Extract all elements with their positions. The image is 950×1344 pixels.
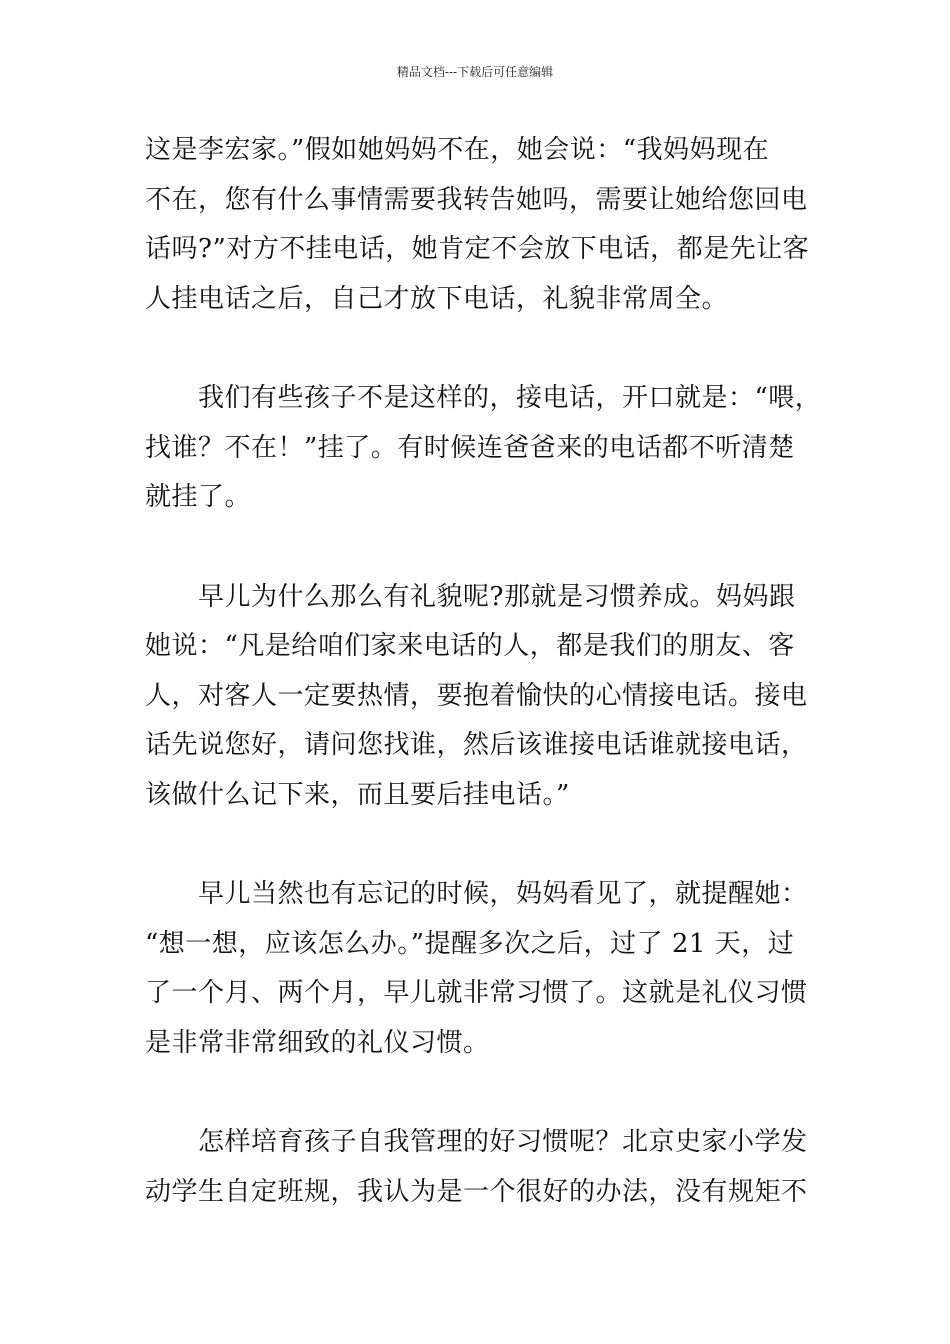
text-line: 怎样培育孩子自我管理的好习惯呢？北京史家小学发 xyxy=(145,1127,808,1157)
text-line: 人挂电话之后，自己才放下电话，礼貌非常周全。 xyxy=(145,283,729,314)
paragraph-3 xyxy=(145,573,810,821)
text-line: 话先说您好，请问您找谁，然后该谁接电话谁就接电话， xyxy=(145,730,808,760)
text-line: 就挂了。 xyxy=(145,482,252,512)
text-line: 这是李宏家。”假如她妈妈不在，她会说：“我妈妈现在 xyxy=(145,135,770,165)
text-line: 她说：“凡是给咱们家来电话的人，都是我们的朋友、客 xyxy=(145,631,795,661)
text-line: 了一个月、两个月，早儿就非常习惯了。这就是礼仪习惯 xyxy=(145,978,808,1008)
text-line: “想一想，应该怎么办。”提醒多次之后，过了 21 天，过 xyxy=(145,928,795,959)
text-line: 我们有些孩子不是这样的，接电话，开口就是：“喂， xyxy=(145,383,822,413)
text-line: 早儿当然也有忘记的时候，妈妈看见了，就提醒她： xyxy=(145,879,808,909)
text-line: 人，对客人一定要热情，要抱着愉快的心情接电话。接电 xyxy=(145,680,808,711)
text-line: 该做什么记下来，而且要后挂电话。” xyxy=(145,779,570,810)
paragraph-2 xyxy=(145,374,822,523)
text-line: 不在，您有什么事情需要我转告她吗，需要让她给您回电 xyxy=(145,184,808,215)
text-line: 是非常非常细致的礼仪习惯。 xyxy=(145,1027,490,1058)
text-line: 找谁？不在！”挂了。有时候连爸爸来的电话都不听清楚 xyxy=(145,432,795,463)
text-line: 动学生自定班规，我认为是一个很好的办法，没有规矩不 xyxy=(145,1176,808,1207)
text-line: 话吗?”对方不挂电话，她肯定不会放下电话，都是先让客 xyxy=(145,234,810,264)
paragraph-1 xyxy=(145,126,810,324)
page-header: 精品文档---下载后可任意编辑 xyxy=(396,65,554,79)
paragraph-5 xyxy=(145,1118,810,1217)
paragraph-4 xyxy=(145,870,810,1068)
document-body xyxy=(145,126,822,1267)
text-line: 早儿为什么那么有礼貌呢?那就是习惯养成。妈妈跟 xyxy=(145,581,796,612)
